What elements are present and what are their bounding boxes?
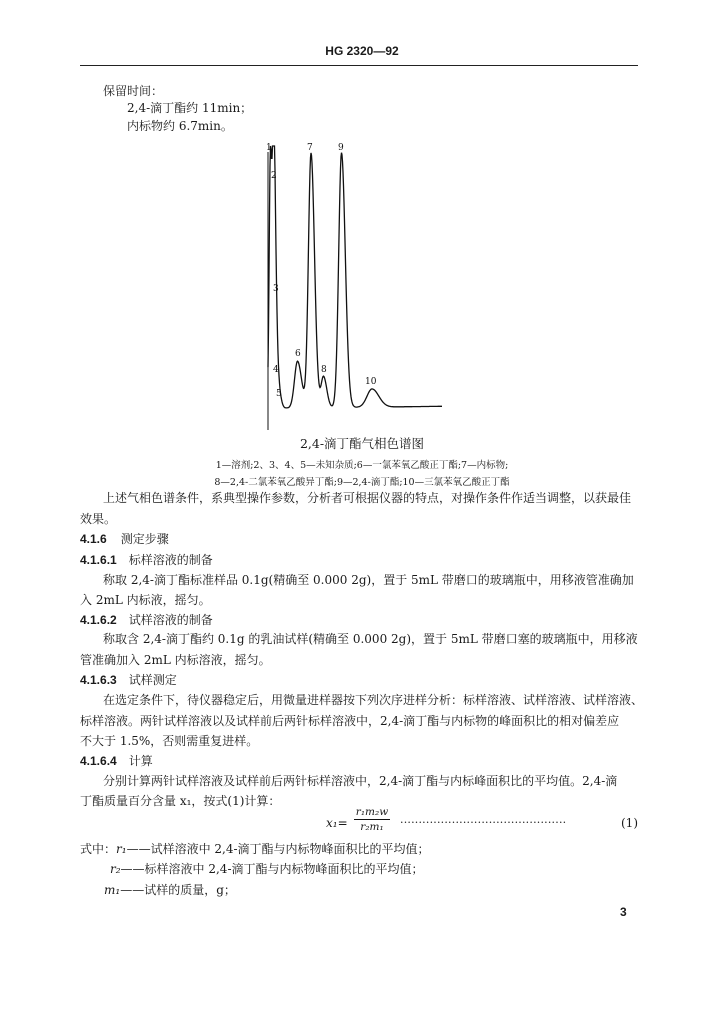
- page-number: 3: [620, 905, 627, 919]
- peak-label-6: 6: [295, 349, 301, 359]
- paragraph-4164-1: 分别计算两针试样溶液及试样前后两针标样溶液中，2,4-滴丁酯与内标峰面积比的平均值。2,4-滴: [103, 774, 618, 788]
- paragraph-4163-2: 标样溶液。两针试样溶液以及试样前后两针标样溶液中，2,4-滴丁酯与内标物的峰面积比的相对偏差应: [80, 714, 620, 728]
- formula-denominator: r₂m₁: [360, 821, 384, 833]
- chromatogram-chart: [0, 0, 724, 440]
- peak-label-10: 10: [365, 377, 377, 387]
- retention-internal: 内标物约 6.7min。: [127, 119, 233, 133]
- peak-label-4: 4: [273, 365, 279, 375]
- variable-r1-description: ——试样溶液中 2,4-滴丁酯与内标物峰面积比的平均值；: [126, 842, 430, 856]
- figure-legend-line1: 1—溶剂;2、3、4、5—未知杂质;6—一氯苯氧乙酸正丁酯;7—内标物;: [215, 460, 509, 471]
- paragraph-conditions-1: 上述气相色谱条件，系典型操作参数，分析者可根据仪器的特点，对操作条件作适当调整，以获最佳: [103, 491, 632, 505]
- paragraph-4161-2: 入 2mL 内标液，摇匀。: [80, 593, 211, 607]
- variable-r2-symbol: r₂: [110, 862, 121, 876]
- paragraph-4161-1: 称取 2,4-滴丁酯标准样品 0.1g(精确至 0.000 2g)，置于 5mL 带磨口的玻璃瓶中，用移液管准确加: [103, 573, 634, 587]
- section-title-4162: 试样溶液的制备: [128, 613, 213, 627]
- section-title-4163: 试样测定: [128, 673, 177, 687]
- paragraph-4163-3: 不大于 1.5%，否则需重复进样。: [80, 734, 259, 748]
- paragraph-conditions-2: 效果。: [80, 512, 117, 526]
- formula-leader-dots: ·············································: [400, 816, 567, 829]
- retention-ester: 2,4-滴丁酯约 11min；: [127, 101, 253, 115]
- formula-numerator: r₁m₂w: [355, 806, 389, 818]
- peak-label-9: 9: [338, 143, 344, 153]
- peak-label-7: 7: [307, 143, 313, 153]
- paragraph-4164-2: 丁酯质量百分含量 x₁，按式(1)计算：: [80, 794, 281, 808]
- peak-label-5: 5: [276, 389, 282, 399]
- figure-title: 2,4-滴丁酯气相色谱图: [299, 436, 425, 451]
- section-title-416: 测定步骤: [120, 532, 169, 546]
- peak-label-3: 3: [273, 284, 279, 294]
- paragraph-4163-1: 在选定条件下，待仪器稳定后，用微量进样器按下列次序进样分析：标样溶液、试样溶液、试样溶液、: [103, 693, 644, 707]
- variable-r1-symbol: r₁: [116, 842, 127, 856]
- variable-m1-symbol: m₁: [104, 883, 121, 897]
- peak-label-1: 1: [266, 143, 272, 153]
- section-number-4164: 4.1.6.4: [80, 754, 117, 768]
- formula-number: (1): [621, 816, 638, 830]
- paragraph-4162-1: 称取含 2,4-滴丁酯约 0.1g 的乳油试样(精确至 0.000 2g)，置于 5mL 带磨口塞的玻璃瓶中，用移液: [103, 632, 638, 646]
- section-title-4161: 标样溶液的制备: [128, 553, 213, 567]
- section-number-4162: 4.1.6.2: [80, 613, 117, 627]
- variables-intro: 式中：: [80, 842, 117, 856]
- peak-label-2: 2: [271, 171, 277, 181]
- section-title-4164: 计算: [128, 754, 153, 768]
- paragraph-4162-2: 管准确加入 2mL 内标溶液，摇匀。: [80, 653, 271, 667]
- formula-lhs: x₁=: [326, 816, 348, 830]
- section-number-4161: 4.1.6.1: [80, 553, 117, 567]
- retention-label: 保留时间：: [103, 84, 164, 98]
- page-header: HG 2320—92: [325, 44, 399, 58]
- section-number-4163: 4.1.6.3: [80, 673, 117, 687]
- section-number-416: 4.1.6: [80, 532, 107, 546]
- variable-r2-description: ——标样溶液中 2,4-滴丁酯与内标物峰面积比的平均值；: [120, 862, 424, 876]
- figure-legend-line2: 8—2,4-二氯苯氧乙酸异丁酯;9—2,4-滴丁酯;10—三氯苯氧乙酸正丁酯: [214, 477, 510, 488]
- peak-labels: [266, 143, 377, 399]
- peak-label-8: 8: [321, 365, 327, 375]
- chromatogram-trace: [268, 146, 442, 408]
- variable-m1-description: ——试样的质量，g；: [120, 883, 236, 897]
